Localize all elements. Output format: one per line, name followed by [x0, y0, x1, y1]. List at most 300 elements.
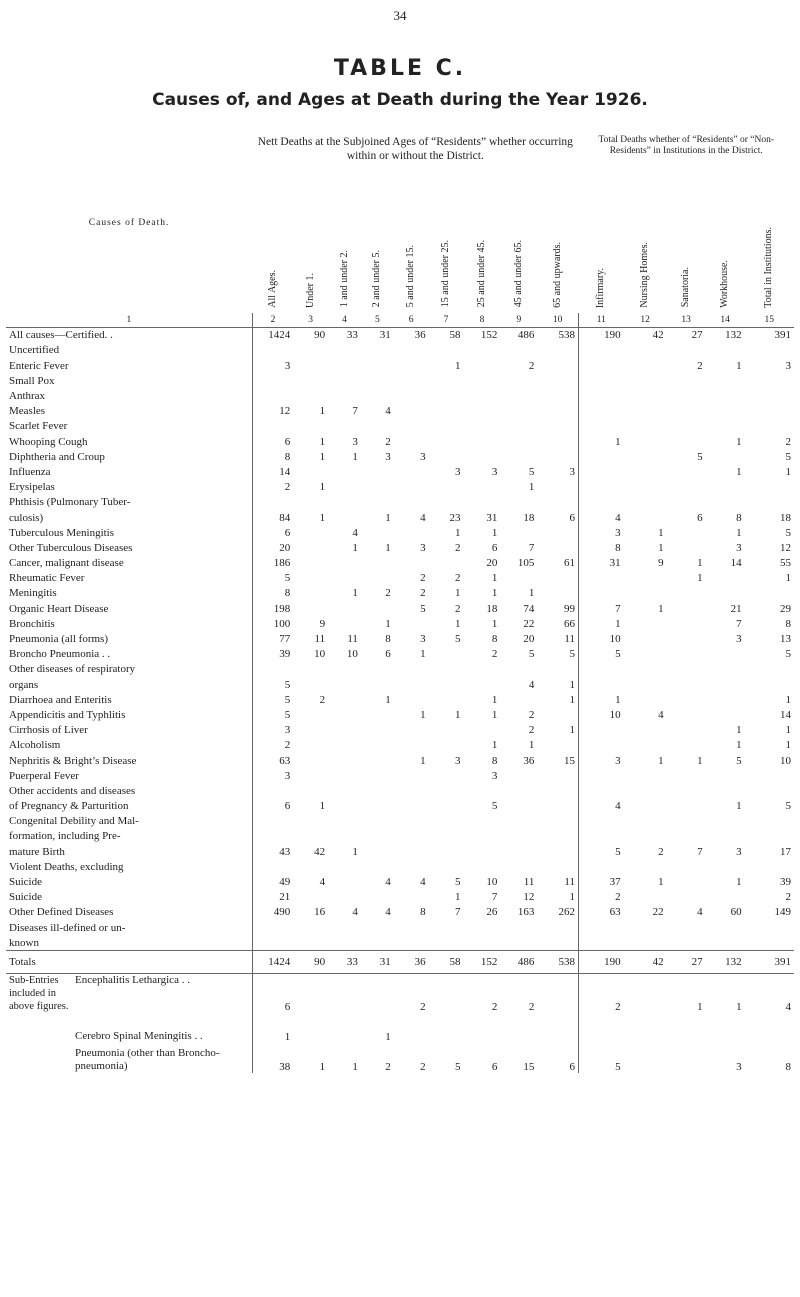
- cell-value: [667, 480, 706, 495]
- cell-value: [293, 814, 328, 829]
- cell-value: [624, 647, 667, 662]
- cell-value: 6: [697, 511, 703, 524]
- cell-value: [667, 799, 706, 814]
- table-row: [6, 799, 794, 814]
- cell-value: [328, 783, 361, 798]
- cell-value: [463, 844, 500, 859]
- cell-value: [293, 707, 328, 722]
- cell-value: 5: [785, 450, 791, 463]
- cell-value: 1: [569, 693, 575, 706]
- column-header-label: 5 and under 15.: [405, 245, 417, 308]
- column-header: [500, 227, 537, 313]
- cell-value: 1: [658, 541, 664, 554]
- cell-value: [706, 814, 745, 829]
- cell-value: 5: [736, 754, 742, 767]
- cell-value: [667, 662, 706, 677]
- cell-value: [394, 343, 429, 358]
- cell-value: 1: [736, 876, 742, 889]
- sub-entry-value: [328, 974, 361, 1014]
- cell-value: [328, 768, 361, 783]
- cell-value: 12: [252, 404, 293, 419]
- cell-value: 391: [774, 329, 791, 342]
- cell-value: [328, 829, 361, 844]
- sub-entry-value: [394, 1013, 429, 1043]
- cell-value: 1: [491, 587, 498, 600]
- cell-value: 39: [780, 876, 791, 889]
- cell-value: 63: [252, 753, 293, 768]
- cell-value: [706, 449, 745, 464]
- cell-value: [252, 419, 293, 434]
- cell-value: [578, 814, 623, 829]
- cell-value: [745, 586, 794, 601]
- cell-value: 2: [420, 572, 426, 585]
- cell-value: [578, 419, 623, 434]
- cell-value: [624, 449, 667, 464]
- sub-entry-value: 6: [491, 1061, 498, 1074]
- cell-value: [537, 586, 578, 601]
- cell-value: [463, 434, 500, 449]
- cell-value: 4: [697, 906, 703, 919]
- cell-value: [667, 601, 706, 616]
- cell-value: 8: [491, 754, 498, 767]
- cell-value: [328, 723, 361, 738]
- column-header: [429, 227, 464, 313]
- cell-value: [328, 510, 361, 525]
- sub-entry-row: [6, 1013, 794, 1043]
- table-row: [6, 449, 794, 464]
- cell-value: [578, 829, 623, 844]
- cell-value: 1: [454, 708, 461, 721]
- cell-value: [500, 525, 537, 540]
- sub-entry-value: 1: [319, 1061, 326, 1074]
- cell-value: [500, 935, 537, 951]
- cell-value: [394, 616, 429, 631]
- cell-value: 1: [578, 616, 623, 631]
- cell-value: [537, 844, 578, 859]
- cause-name: Whooping Cough: [9, 435, 88, 448]
- cell-value: 5: [528, 648, 535, 661]
- cell-value: [394, 723, 429, 738]
- sub-entry-value: 2: [528, 1001, 535, 1014]
- cell-value: 99: [563, 602, 575, 615]
- cell-value: 5: [569, 648, 575, 661]
- column-number: 12: [624, 313, 667, 328]
- cause-name: Measles: [9, 405, 46, 418]
- cell-value: 23: [449, 511, 461, 524]
- cell-value: [394, 859, 429, 874]
- cell-value: 2: [420, 587, 426, 600]
- cell-value: [624, 495, 667, 510]
- cell-value: [578, 495, 623, 510]
- column-header: [537, 227, 578, 313]
- cell-value: [667, 723, 706, 738]
- cell-value: 18: [486, 602, 498, 615]
- cause-name: Suicide: [9, 891, 42, 904]
- cell-value: 5: [578, 844, 623, 859]
- sub-entry-name: Pneumonia (other than Broncho-pneumonia): [75, 1047, 220, 1073]
- cell-value: 4: [319, 876, 326, 889]
- cell-value: [667, 404, 706, 419]
- cell-value: [463, 358, 500, 373]
- cause-name: Violent Deaths, excluding: [9, 860, 124, 873]
- cell-value: 77: [252, 631, 293, 646]
- cell-value: [328, 814, 361, 829]
- cell-value: [463, 920, 500, 935]
- cause-name: Erysipelas: [9, 481, 55, 494]
- cell-value: [293, 358, 328, 373]
- cell-value: 8: [491, 633, 498, 646]
- cell-value: [706, 388, 745, 403]
- cell-value: 3: [578, 753, 623, 768]
- cell-value: [706, 647, 745, 662]
- sub-entry-value: 1: [385, 1031, 391, 1044]
- cell-value: [624, 768, 667, 783]
- cell-value: 3: [252, 723, 293, 738]
- cell-value: [361, 935, 394, 951]
- cell-value: 17: [780, 845, 791, 858]
- cell-value: [429, 783, 464, 798]
- cell-value: [667, 495, 706, 510]
- sub-entry-value: [745, 1013, 794, 1043]
- cell-value: [328, 799, 361, 814]
- cell-value: 6: [385, 648, 391, 661]
- cell-value: 1: [319, 450, 326, 463]
- cell-value: [252, 662, 293, 677]
- cell-value: [293, 859, 328, 874]
- cell-value: [624, 510, 667, 525]
- table-row: [6, 859, 794, 874]
- cell-value: [463, 814, 500, 829]
- cell-value: 4: [385, 906, 391, 919]
- cell-value: 7: [454, 906, 461, 919]
- cell-value: [578, 768, 623, 783]
- column-number: 1: [6, 313, 252, 328]
- cell-value: 2: [528, 724, 535, 737]
- cell-value: 8: [385, 633, 391, 646]
- cell-value: [537, 358, 578, 373]
- cell-value: [537, 343, 578, 358]
- cell-value: 3: [385, 450, 391, 463]
- page-title: Causes of, and Ages at Death during the Year 1926.: [152, 90, 648, 110]
- table-row: [6, 586, 794, 601]
- cell-value: [706, 707, 745, 722]
- cause-name: culosis): [9, 511, 44, 524]
- cell-value: [429, 373, 464, 388]
- cell-value: 2: [454, 602, 461, 615]
- cause-name: Meningitis: [9, 587, 57, 600]
- cell-value: [328, 920, 361, 935]
- cell-value: [328, 388, 361, 403]
- cell-value: 2: [252, 738, 293, 753]
- cell-value: [667, 464, 706, 479]
- cell-value: 1: [658, 754, 664, 767]
- cause-name: Diseases ill-defined or un-: [9, 921, 126, 934]
- nett-deaths-header: Nett Deaths at the Subjoined Ages of “Residents” whether occurring within or without the District.: [257, 136, 573, 162]
- cell-value: [293, 495, 328, 510]
- cell-value: 1: [528, 587, 535, 600]
- cell-value: 1: [352, 450, 358, 463]
- column-header: [745, 227, 794, 313]
- cell-value: [252, 495, 293, 510]
- cell-value: [293, 768, 328, 783]
- cell-value: 5: [252, 707, 293, 722]
- cause-name: Other accidents and diseases: [9, 784, 136, 797]
- cell-value: [667, 677, 706, 692]
- cell-value: 5: [454, 876, 461, 889]
- cell-value: [706, 419, 745, 434]
- cell-value: 5: [454, 633, 461, 646]
- table-label: TABLE C.: [333, 56, 467, 81]
- cell-value: [500, 404, 537, 419]
- table-row: [6, 388, 794, 403]
- cell-value: [361, 480, 394, 495]
- cell-value: [463, 449, 500, 464]
- cell-value: [293, 586, 328, 601]
- cell-value: [578, 464, 623, 479]
- cell-value: 5: [252, 677, 293, 692]
- column-number: 15: [745, 313, 794, 328]
- cell-value: [328, 692, 361, 707]
- cell-value: [624, 434, 667, 449]
- cell-value: [252, 859, 293, 874]
- cell-value: 2: [528, 708, 535, 721]
- cell-value: [429, 723, 464, 738]
- cell-value: [252, 783, 293, 798]
- cell-value: [537, 814, 578, 829]
- table-row: [6, 419, 794, 434]
- cell-value: 8: [252, 449, 293, 464]
- cell-value: [394, 829, 429, 844]
- cell-value: 1: [785, 465, 791, 478]
- sub-entry-value: 15: [523, 1061, 535, 1074]
- cell-value: [328, 859, 361, 874]
- cell-value: 3: [491, 769, 498, 782]
- table-row: [6, 707, 794, 722]
- cell-value: [293, 571, 328, 586]
- sub-entry-value: [293, 974, 328, 1014]
- table-row: [6, 540, 794, 555]
- cell-value: [328, 753, 361, 768]
- sub-entry-value: 1: [352, 1061, 358, 1074]
- cell-value: [328, 571, 361, 586]
- cell-value: [745, 419, 794, 434]
- cell-value: [667, 692, 706, 707]
- cell-value: 7: [528, 541, 535, 554]
- cell-value: [706, 890, 745, 905]
- cell-value: 1: [785, 572, 791, 585]
- total-value: 132: [706, 951, 745, 974]
- cell-value: [361, 753, 394, 768]
- cell-value: [624, 586, 667, 601]
- cell-value: [429, 419, 464, 434]
- sub-entry-value: 1: [697, 1001, 703, 1014]
- total-value: 538: [537, 951, 578, 974]
- cell-value: [394, 890, 429, 905]
- cause-name: Pneumonia (all forms): [9, 633, 108, 646]
- cell-value: [706, 495, 745, 510]
- sub-entry-value: 2: [420, 1061, 426, 1074]
- cell-value: 4: [420, 511, 426, 524]
- cell-value: [394, 434, 429, 449]
- cell-value: 3: [454, 754, 461, 767]
- cause-name: Small Pox: [9, 374, 55, 387]
- cell-value: [394, 464, 429, 479]
- column-header-label: 65 and upwards.: [551, 241, 563, 308]
- table-row: [6, 677, 794, 692]
- cell-value: 1: [785, 739, 791, 752]
- cell-value: [500, 373, 537, 388]
- sub-entry-value: [624, 1013, 667, 1043]
- cell-value: 2: [491, 648, 498, 661]
- sub-entry-value: 2: [420, 1001, 426, 1014]
- cell-value: [745, 814, 794, 829]
- cell-value: [578, 343, 623, 358]
- table-row: [6, 647, 794, 662]
- cell-value: [537, 525, 578, 540]
- cell-value: 7: [491, 891, 498, 904]
- table-row: [6, 495, 794, 510]
- cell-value: [500, 814, 537, 829]
- cause-name: Anthrax: [9, 390, 46, 403]
- cell-value: 42: [652, 329, 664, 342]
- column-number: 7: [429, 313, 464, 328]
- cell-value: [394, 768, 429, 783]
- cell-value: [394, 556, 429, 571]
- total-value: 31: [361, 951, 394, 974]
- cell-value: [667, 707, 706, 722]
- sub-entry-value: [429, 1013, 464, 1043]
- cause-name: Cancer, malignant disease: [9, 557, 124, 570]
- table-row: [6, 510, 794, 525]
- cell-value: [429, 738, 464, 753]
- cell-value: [578, 586, 623, 601]
- cell-value: [361, 343, 394, 358]
- cell-value: 6: [569, 511, 575, 524]
- cell-value: [394, 495, 429, 510]
- table-row: [6, 464, 794, 479]
- cell-value: [537, 920, 578, 935]
- cell-value: 4: [385, 876, 391, 889]
- cell-value: [361, 859, 394, 874]
- cell-value: [500, 419, 537, 434]
- cell-value: [706, 692, 745, 707]
- cell-value: [328, 890, 361, 905]
- cause-name: organs: [9, 678, 39, 691]
- cell-value: [328, 874, 361, 889]
- sub-entry-value: 1: [252, 1013, 293, 1043]
- cell-value: [745, 388, 794, 403]
- cell-value: [500, 859, 537, 874]
- cell-value: [706, 920, 745, 935]
- cell-value: 42: [314, 845, 326, 858]
- cell-value: 1: [385, 541, 391, 554]
- cell-value: [500, 388, 537, 403]
- cell-value: 1: [736, 359, 742, 372]
- cell-value: [252, 935, 293, 951]
- column-header: [394, 227, 429, 313]
- cell-value: 22: [652, 906, 664, 919]
- column-header: [624, 227, 667, 313]
- cause-name: Phthisis (Pulmonary Tuber-: [9, 496, 131, 509]
- cell-value: [537, 480, 578, 495]
- column-header-label: Sanatoria.: [680, 267, 692, 308]
- sub-entry-value: [667, 1013, 706, 1043]
- cell-value: 33: [346, 329, 358, 342]
- cell-value: [578, 373, 623, 388]
- cell-value: 5: [697, 450, 703, 463]
- cell-value: 31: [486, 511, 498, 524]
- column-header: [667, 227, 706, 313]
- cell-value: [667, 859, 706, 874]
- cell-value: 12: [780, 541, 791, 554]
- cell-value: [328, 480, 361, 495]
- cell-value: [667, 343, 706, 358]
- cell-value: [667, 419, 706, 434]
- cell-value: 4: [420, 876, 426, 889]
- cell-value: 2: [385, 435, 391, 448]
- cell-value: 1: [569, 891, 575, 904]
- cell-value: 1: [736, 435, 742, 448]
- cell-value: [624, 829, 667, 844]
- table-row: [6, 753, 794, 768]
- cell-value: [624, 920, 667, 935]
- cell-value: 10: [346, 648, 358, 661]
- cell-value: [328, 738, 361, 753]
- cell-value: [463, 723, 500, 738]
- cause-name: Alcoholism: [9, 739, 61, 752]
- cell-value: 1: [491, 572, 498, 585]
- cell-value: [394, 920, 429, 935]
- cell-value: 6: [252, 525, 293, 540]
- page-number: 34: [393, 8, 407, 23]
- cell-value: [578, 404, 623, 419]
- cell-value: 1: [319, 511, 326, 524]
- cell-value: [578, 480, 623, 495]
- cell-value: [578, 449, 623, 464]
- cell-value: [537, 738, 578, 753]
- cell-value: 262: [558, 906, 575, 919]
- sub-entry-name: Cerebro Spinal Meningitis . .: [75, 1030, 203, 1043]
- sub-entry-cell: [6, 1013, 252, 1043]
- cell-value: [745, 920, 794, 935]
- cell-value: [463, 783, 500, 798]
- cell-value: 22: [523, 617, 535, 630]
- cell-value: [745, 768, 794, 783]
- cell-value: [463, 373, 500, 388]
- cell-value: [578, 662, 623, 677]
- cell-value: 538: [558, 329, 575, 342]
- cell-value: [537, 449, 578, 464]
- cell-value: 1: [454, 587, 461, 600]
- sub-entry-value: [706, 1013, 745, 1043]
- table-header: [6, 133, 794, 327]
- cell-value: [667, 373, 706, 388]
- cause-name: Nephritis & Bright’s Disease: [9, 754, 137, 767]
- cell-value: 5: [785, 800, 791, 813]
- cell-value: [706, 859, 745, 874]
- cell-value: [500, 920, 537, 935]
- cell-value: 1: [491, 693, 498, 706]
- cell-value: [328, 495, 361, 510]
- cell-value: [578, 723, 623, 738]
- column-header-label: Workhouse.: [719, 259, 731, 308]
- cell-value: [394, 844, 429, 859]
- cell-value: 1: [454, 359, 461, 372]
- cause-name: Appendicitis and Typhlitis: [9, 708, 126, 721]
- cell-value: [624, 677, 667, 692]
- cell-value: 1424: [252, 327, 293, 343]
- cell-value: [293, 783, 328, 798]
